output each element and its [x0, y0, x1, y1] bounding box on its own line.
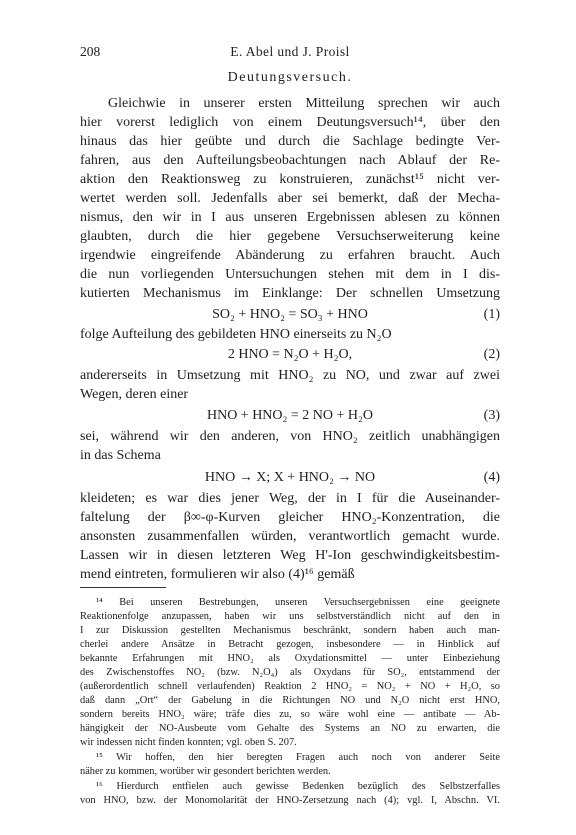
running-head-authors: E. Abel und J. Proisl: [230, 44, 350, 59]
paragraph-line: kleideten; es war dies jener Weg, der in I für die Auseinander-: [80, 491, 500, 506]
equation-formula: 2 HNO = N₂O + H₂O,: [227, 347, 353, 362]
paragraph-line: sei, während wir den anderen, von HNO₂ zeitlich unabhängigen: [80, 429, 500, 444]
footnote-line: I zur Diskussion gestellten Mechanismus beschränkt, sondern haben auch man-: [80, 625, 500, 636]
paragraph-line: nismus, den wir in I aus unseren Ergebnissen ablesen zu können: [80, 210, 500, 225]
footnote-line: bekannte Erfahrungen mit HNO₂ als Oxydationsmittel — unter Einbeziehung: [80, 653, 500, 664]
paragraph-line: fahren, aus den Aufteilungsbeobachtungen nach Ablauf der Re-: [80, 153, 500, 168]
footnote-line: ¹⁶ Hierdurch entfielen auch gewisse Bedenken bezüglich des Selbstzerfalles: [96, 781, 500, 792]
paragraph-line: mend eintreten, formulieren wir also (4)¹⁶ gemäß: [80, 567, 355, 582]
paragraph-line: glaubten, durch die hier gegebene Versuchserweiterung keine: [80, 229, 500, 244]
page-number: 208: [80, 44, 101, 59]
footnote-line: wir indessen nicht finden konnten; vgl. oben S. 207.: [80, 737, 297, 748]
paragraph-line: faltelung der β∞-φ-Kurven gleicher HNO₂-Konzentration, die: [80, 510, 500, 525]
equation-formula: HNO + HNO₂ = 2 NO + H₂O: [206, 408, 374, 423]
equation-formula: SO₂ + HNO₂ = SO₃ + HNO: [212, 307, 368, 322]
footnote-line: hängigkeit der NO-Ausbeute vom Gehalte des Systems an NO zu erwarten, die: [80, 723, 500, 734]
paragraph-line: andererseits in Umsetzung mit HNO₂ zu NO, und zwar auf zwei: [80, 368, 500, 383]
paragraph-line: Wegen, deren einer: [80, 387, 189, 402]
paragraph-line: hinaus das hier geübte und durch die Sachlage bedingte Ver-: [80, 134, 500, 149]
equation-formula: HNO → X; X + HNO₂ → NO: [204, 470, 376, 485]
paragraph-line: irgendwie eingreifende Abänderung zu erfahren braucht. Auch: [80, 248, 500, 263]
equation-4: [80, 469, 500, 486]
paragraph-line: in das Schema: [80, 448, 161, 463]
footnote-line: (außerordentlich schnell verlaufenden) Reaktion 2 HNO₂ = NO₂ + NO + H₂O, so: [80, 681, 500, 692]
footnote-line: von HNO, bzw. der Monomolarität der HNO-Zersetzung nach (4); vgl. I, Abschn. VI.: [80, 795, 500, 806]
paragraph-line: aktion den Reaktionsweg zu konstruieren, zunächst¹⁵ nicht ver-: [80, 172, 500, 187]
equation-number: (2): [483, 347, 500, 362]
paragraph-line: kutierten Mechanismus im Einklange: Der schnellen Umsetzung: [80, 286, 500, 301]
section-title: Deutungsversuch.: [227, 70, 353, 85]
paragraph-line: die nun vorliegenden Untersuchungen stehen mit dem in I dis-: [80, 267, 500, 282]
equation-number: (1): [483, 307, 500, 322]
paragraph-line: hier vorerst lediglich von einem Deutungsversuch¹⁴, über den: [80, 115, 500, 130]
paragraph-line: wertet werden soll. Jedenfalls aber sei bemerkt, daß der Mecha-: [80, 191, 500, 206]
footnote-line: sondern bereits HNO₂ wäre; träfe dies zu, so wäre wohl eine — antibate — Ab-: [80, 709, 500, 720]
paragraph-line: ansonsten zusammenfallen würden, verantwortlich gemacht wurde.: [80, 529, 500, 544]
footnote-line: des Zwischenstoffes NO₂ (bzw. N₂O₄) als Oxydans für SO₂, entstammend der: [80, 667, 500, 678]
equation-number: (3): [483, 408, 500, 423]
equation-number: (4): [483, 470, 500, 485]
footnote-line: ¹⁵ Wir hoffen, den hier beregten Fragen auch noch von anderer Seite: [96, 752, 500, 763]
footnote-line: cherlei andere Ansätze in Betracht gezogen, insbesondere — in Hinblick auf: [80, 639, 500, 650]
footnote-line: ¹⁴ Bei unseren Bestrebungen, unseren Versuchsergebnissen eine geeignete: [96, 597, 500, 608]
footnote-line: näher zu kommen, worüber wir gesondert berichten werden.: [80, 766, 331, 777]
equation-1: [80, 306, 500, 323]
footnote-rule: [80, 587, 166, 588]
paragraph-line: folge Aufteilung des gebildeten HNO einerseits zu N₂O: [80, 327, 392, 342]
paragraph-line: Lassen wir in diesen letzteren Weg H'-Ion geschwindigkeitsbestim-: [80, 548, 500, 563]
footnote-line: daß dann „Ort“ der Gabelung in die Richtungen NO und N₂O nicht erst HNO,: [80, 695, 500, 706]
equation-2: [80, 346, 500, 363]
paragraph-line: Gleichwie in unserer ersten Mitteilung sprechen wir auch: [108, 96, 500, 111]
equation-3: [80, 407, 500, 424]
footnote-line: Reaktionenfolge anzupassen, haben wir uns selbstverständlich nicht auf den in: [80, 611, 500, 622]
